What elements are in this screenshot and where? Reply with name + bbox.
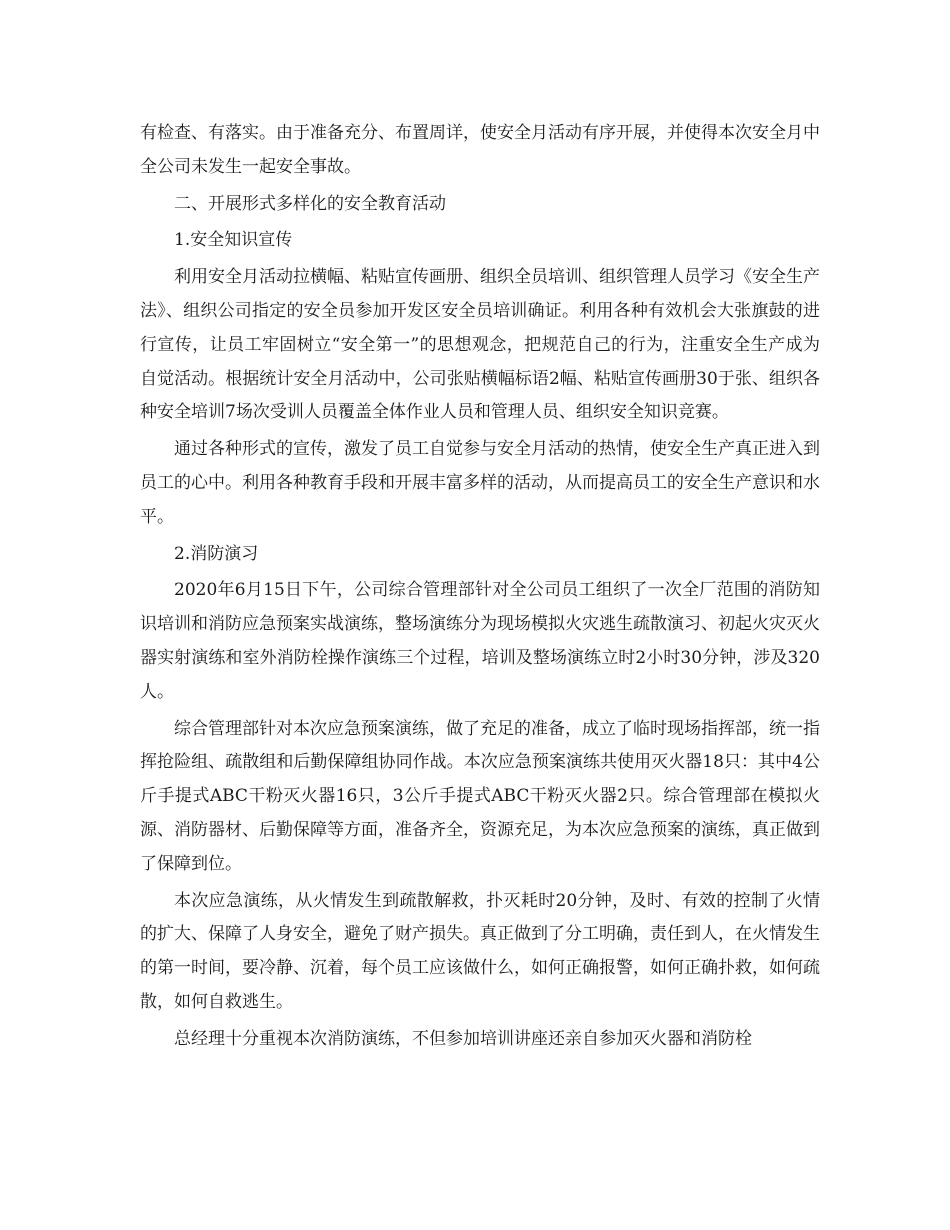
document-body xyxy=(140,117,820,1057)
paragraph-publicity-effect: 通过各种形式的宣传，激发了员工自觉参与安全月活动的热情，使安全生产真正进入到员工的心中。利用各种教育手段和开展丰富多样的活动，从而提高员工的安全生产意识和水平。 xyxy=(140,439,820,527)
paragraph-drill-result: 本次应急演练，从火情发生到疏散解救，扑灭耗时20分钟，及时、有效的控制了火情的扩大、保障了人身安全，避免了财产损失。真正做到了分工明确，责任到人，在火情发生的第一时间，要冷静、沉着，每个员工应该做什么，如何正确报警，如何正确扑救，如何疏散，如何自救逃生。 xyxy=(140,890,820,1012)
section-heading-activities: 二、开展形式多样化的安全教育活动 xyxy=(174,193,446,214)
paragraph-continuation: 有检查、有落实。由于准备充分、布置周详，使安全月活动有序开展，并使得本次安全月中全公司未发生一起安全事故。 xyxy=(140,123,820,177)
paragraph-drill-preparation: 综合管理部针对本次应急预案演练，做了充足的准备，成立了临时现场指挥部，统一指挥抢险组、疏散组和后勤保障组协同作战。本次应急预案演练共使用灭火器18只：其中4公斤手提式ABC干粉灭火器16只，3公斤手提式ABC干粉灭火器2只。综合管理部在模拟火源、消防器材、后勤保障等方面，准备齐全，资源充足，为本次应急预案的演练，真正做到了保障到位。 xyxy=(140,718,820,874)
paragraph-drill-overview: 2020年6月15日下午，公司综合管理部针对全公司员工组织了一次全厂范围的消防知识培训和消防应急预案实战演练，整场演练分为现场模拟火灾逃生疏散演习、初起火灾灭火器实射演练和室外消防栓操作演练三个过程，培训及整场演练立时2小时30分钟，涉及320人。 xyxy=(140,580,820,702)
subsection-heading-fire-drill: 2.消防演习 xyxy=(174,543,259,564)
paragraph-manager-participation: 总经理十分重视本次消防演练，不但参加培训讲座还亲自参加灭火器和消防栓 xyxy=(174,1028,752,1049)
paragraph-publicity-details: 利用安全月活动拉横幅、粘贴宣传画册、组织全员培训、组织管理人员学习《安全生产法》、组织公司指定的安全员参加开发区安全员培训确证。利用各种有效机会大张旗鼓的进行宣传，让员工牢固树立“安全第一”的思想观念，把规范自己的行为，注重安全生产成为自觉活动。根据统计安全月活动中，公司张贴横幅标语2幅、粘贴宣传画册30于张、组织各种安全培训7场次受训人员覆盖全体作业人员和管理人员、组织安全知识竞赛。 xyxy=(140,267,820,423)
subsection-heading-safety-publicity: 1.安全知识宣传 xyxy=(174,230,293,251)
